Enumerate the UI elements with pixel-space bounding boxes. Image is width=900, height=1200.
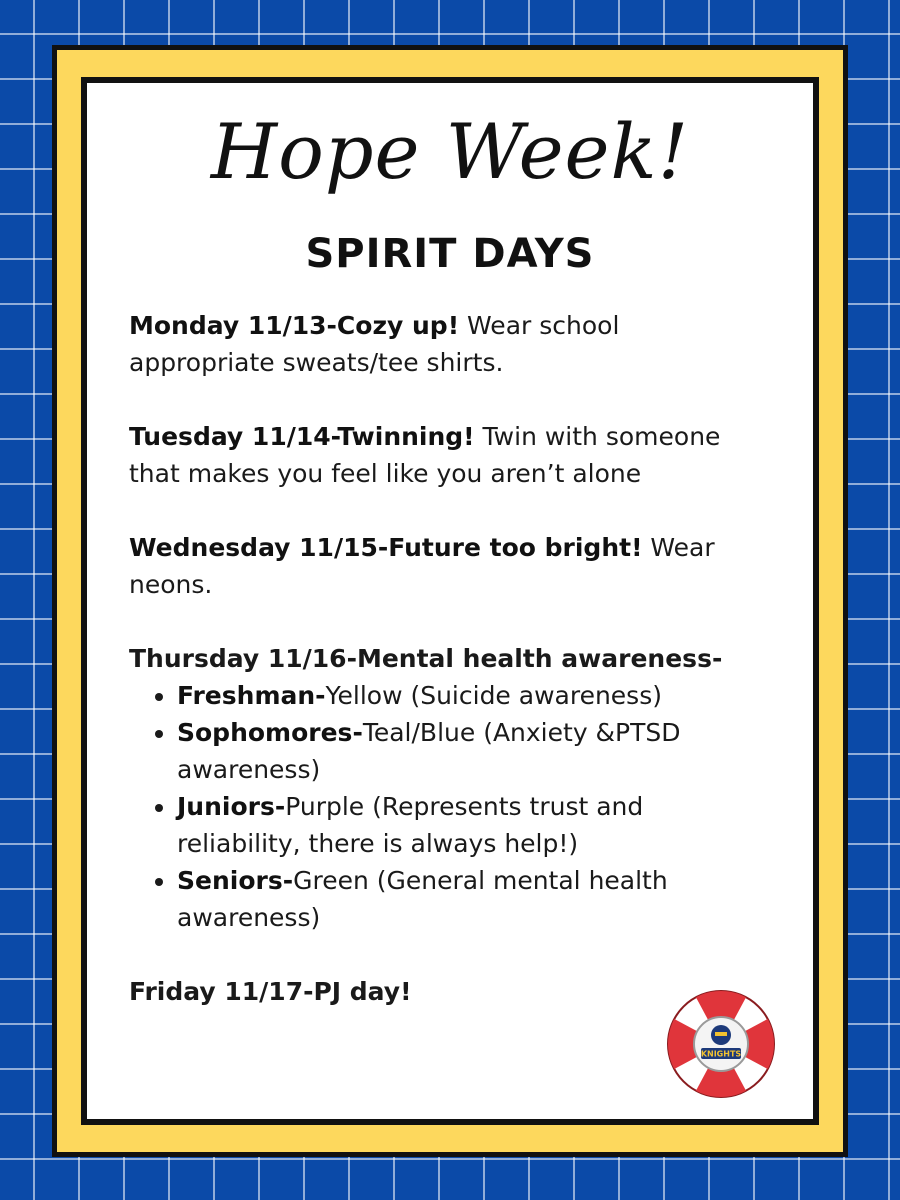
knight-visor-icon (715, 1032, 727, 1036)
logo-text: KNIGHTS (700, 1049, 742, 1059)
thursday-group-list (129, 677, 769, 936)
group-label: Sophomores- (177, 718, 363, 747)
list-item-freshman (177, 677, 769, 714)
day-monday-text: Wear school appropriate sweats/tee shirts. (129, 311, 620, 377)
flyer-card (81, 77, 819, 1125)
page-title: Hope Week! (210, 107, 690, 196)
list-item-juniors (177, 788, 769, 862)
list-item-seniors (177, 862, 769, 936)
group-text: Purple (Represents trust and reliability, there is always help!) (177, 792, 644, 858)
schedule (129, 307, 769, 1010)
day-tuesday (129, 418, 769, 492)
page-subtitle: SPIRIT DAYS (305, 231, 595, 277)
day-monday-label: Monday 11/13-Cozy up! (129, 311, 460, 340)
list-item-sophomores (177, 714, 769, 788)
day-wednesday (129, 529, 769, 603)
life-ring-knights-logo (665, 988, 777, 1100)
day-monday (129, 307, 769, 381)
yellow-frame (52, 45, 848, 1157)
day-tuesday-text: Twin with someone that makes you feel like you aren’t alone (129, 422, 721, 488)
day-wednesday-label: Wednesday 11/15-Future too bright! (129, 533, 643, 562)
group-text: Yellow (Suicide awareness) (325, 681, 662, 710)
group-text: Teal/Blue (Anxiety &PTSD awareness) (177, 718, 681, 784)
day-wednesday-text: Wear neons. (129, 533, 715, 599)
group-label: Juniors- (177, 792, 286, 821)
group-text: Green (General mental health awareness) (177, 866, 668, 932)
day-thursday-label: Thursday 11/16-Mental health awareness- (129, 644, 723, 673)
group-label: Freshman- (177, 681, 326, 710)
day-tuesday-label: Tuesday 11/14-Twinning! (129, 422, 475, 451)
day-friday-label: Friday 11/17-PJ day! (129, 977, 412, 1006)
group-label: Seniors- (177, 866, 294, 895)
